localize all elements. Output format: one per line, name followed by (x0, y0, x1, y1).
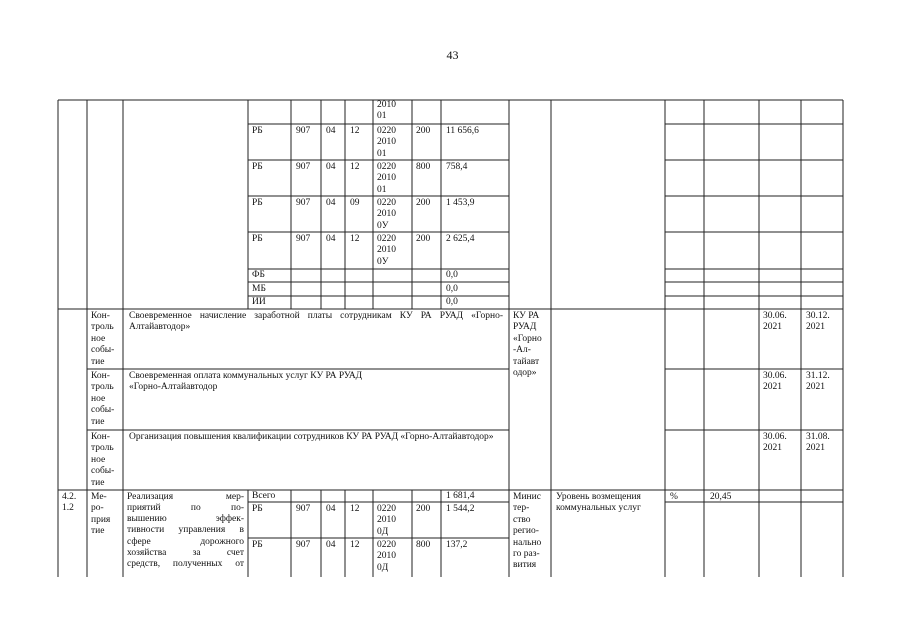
cell-csr: 0220 2010 0Д (377, 504, 396, 537)
cell-vr: 200 (416, 504, 431, 514)
cell-rz: 04 (326, 504, 336, 514)
cell-sum-mb: 0,0 (446, 284, 458, 294)
cell-csr: 0220 2010 0У (377, 198, 396, 231)
cell-csr: 0220 2010 01 (377, 126, 396, 159)
cell-pr: 12 (350, 504, 360, 514)
measure-desc-line: приятий по по- (127, 503, 244, 513)
cell-grbs: 907 (296, 198, 311, 208)
event-type: Кон- троль ное собы- тие (91, 371, 115, 427)
cell-source: РБ (252, 198, 263, 208)
cell-sum-ii: 0,0 (446, 297, 458, 307)
measure-desc-line: хозяйства за счет (127, 548, 244, 558)
cell-sum-fb: 0,0 (446, 270, 458, 280)
cell-rz: 04 (326, 162, 336, 172)
cell-vr: 200 (416, 234, 431, 244)
cell-pr: 09 (350, 198, 360, 208)
cell-grbs: 907 (296, 162, 311, 172)
event-text: Своевременное начисление заработной платы сотрудникам КУ РА РУАД «Горно-Алтайавтодор» (129, 311, 503, 333)
cell-sum: 137,2 (446, 540, 468, 550)
cell-source-total: Всего (252, 491, 276, 501)
cell-source: РБ (252, 504, 263, 514)
measure-type: Ме- ро- прия тие (91, 492, 111, 537)
cell-csr: 0220 2010 0Д (377, 540, 396, 573)
event-end-date: 31.12. 2021 (806, 371, 830, 393)
cell-pr: 12 (350, 126, 360, 136)
cell-csr: 0220 2010 0У (377, 234, 396, 267)
indicator-unit: % (670, 492, 678, 502)
cell-source-ii: ИИ (252, 297, 266, 307)
cell-rz: 04 (326, 126, 336, 136)
cell-vr: 200 (416, 126, 431, 136)
indicator-name: Уровень возмещения коммунальных услуг (556, 492, 641, 514)
cell-source-fb: ФБ (252, 270, 265, 280)
executor-events: КУ РА РУАД «Горно -Ал- тайавт одор» (513, 311, 542, 379)
event-end-date: 31.08. 2021 (806, 432, 830, 454)
cell-sum-total: 1 681,4 (446, 491, 475, 501)
cell-rz: 04 (326, 234, 336, 244)
measure-desc-line: Реализация мер- (127, 492, 244, 502)
cell-source: РБ (252, 126, 263, 136)
event-type: Кон- троль ное собы- тие (91, 311, 115, 367)
cell-vr: 200 (416, 198, 431, 208)
event-type: Кон- троль ное собы- тие (91, 432, 115, 488)
cell-sum: 1 453,9 (446, 198, 475, 208)
measure-executor: Минис тер- ство регио- нально го раз- вития (513, 492, 542, 571)
cell-code-continuation: 2010 01 (377, 100, 396, 122)
cell-grbs: 907 (296, 540, 311, 550)
cell-grbs: 907 (296, 126, 311, 136)
cell-sum: 11 656,6 (446, 126, 479, 136)
measure-number: 4.2. 1.2 (62, 492, 77, 514)
measure-desc-line: средств, полученных от (127, 559, 244, 569)
cell-source-mb: МБ (252, 284, 266, 294)
page-number: 43 (446, 48, 459, 62)
cell-sum: 1 544,2 (446, 504, 475, 514)
cell-source: РБ (252, 234, 263, 244)
cell-pr: 12 (350, 162, 360, 172)
event-text: Своевременная оплата коммунальных услуг КУ РА РУАД «Горно-Алтайавтодор (129, 371, 363, 393)
cell-vr: 800 (416, 162, 431, 172)
cell-sum: 2 625,4 (446, 234, 475, 244)
event-start-date: 30.06. 2021 (763, 311, 787, 333)
cell-source: РБ (252, 162, 263, 172)
cell-sum: 758,4 (446, 162, 468, 172)
event-start-date: 30.06. 2021 (763, 432, 787, 454)
cell-pr: 12 (350, 234, 360, 244)
cell-grbs: 907 (296, 234, 311, 244)
cell-source: РБ (252, 540, 263, 550)
cell-pr: 12 (350, 540, 360, 550)
event-end-date: 30.12. 2021 (806, 311, 830, 333)
measure-desc-line: тивности управления в (127, 525, 244, 535)
event-text: Организация повышения квалификации сотрудников КУ РА РУАД «Горно-Алтайавтодор» (129, 432, 494, 442)
measure-desc-line: вышению эффек- (127, 514, 244, 524)
cell-vr: 800 (416, 540, 431, 550)
measure-desc-line: сфере дорожного (127, 537, 244, 547)
cell-rz: 04 (326, 198, 336, 208)
cell-csr: 0220 2010 01 (377, 162, 396, 195)
cell-grbs: 907 (296, 504, 311, 514)
event-start-date: 30.06. 2021 (763, 371, 787, 393)
indicator-value: 20,45 (710, 492, 732, 502)
cell-rz: 04 (326, 540, 336, 550)
